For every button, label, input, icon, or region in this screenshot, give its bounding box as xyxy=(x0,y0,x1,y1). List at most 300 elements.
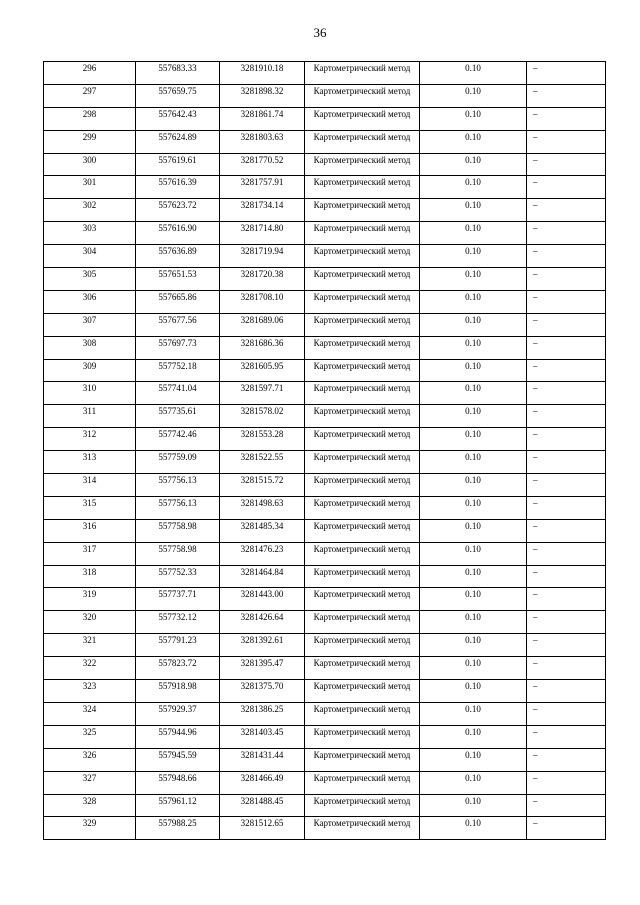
point-number-cell xyxy=(44,680,136,703)
description-cell xyxy=(527,268,606,291)
point-number-cell-text: 296 xyxy=(82,63,97,73)
x-coordinate-cell xyxy=(136,680,220,703)
point-number-cell-text: 310 xyxy=(82,383,97,394)
x-coordinate-cell xyxy=(136,107,220,130)
x-coordinate-cell xyxy=(136,542,220,565)
method-cell xyxy=(305,290,420,313)
description-cell-text: – xyxy=(533,772,538,783)
x-coordinate-cell xyxy=(136,268,220,291)
description-cell xyxy=(527,153,606,176)
description-cell-text: – xyxy=(533,291,538,302)
description-cell xyxy=(527,565,606,588)
x-coordinate-cell-text: 557758.98 xyxy=(158,520,197,531)
x-coordinate-cell xyxy=(136,62,220,85)
method-cell-text: Картометрический метод xyxy=(313,681,411,692)
x-coordinate-cell xyxy=(136,451,220,474)
x-coordinate-cell xyxy=(136,222,220,245)
method-cell-text: Картометрический метод xyxy=(313,383,411,394)
table-row xyxy=(44,428,606,451)
description-cell-text: – xyxy=(533,726,538,737)
table-row xyxy=(44,84,606,107)
table-row xyxy=(44,519,606,542)
y-coordinate-cell xyxy=(220,451,305,474)
y-coordinate-cell-text: 3281578.02 xyxy=(240,406,284,417)
point-number-cell xyxy=(44,62,136,85)
method-cell-text: Картометрический метод xyxy=(313,131,411,142)
y-coordinate-cell xyxy=(220,496,305,519)
point-number-cell xyxy=(44,565,136,588)
accuracy-cell-text: 0.10 xyxy=(465,223,481,234)
point-number-cell-text: 322 xyxy=(82,658,97,669)
method-cell xyxy=(305,474,420,497)
x-coordinate-cell xyxy=(136,245,220,268)
method-cell-text: Картометрический метод xyxy=(313,612,411,623)
method-cell xyxy=(305,496,420,519)
description-cell xyxy=(527,748,606,771)
description-cell xyxy=(527,290,606,313)
description-cell xyxy=(527,634,606,657)
point-number-cell xyxy=(44,245,136,268)
x-coordinate-cell xyxy=(136,817,220,840)
table-row xyxy=(44,107,606,130)
description-cell-text: – xyxy=(533,383,538,394)
method-cell-text: Картометрический метод xyxy=(313,566,411,577)
accuracy-cell-text: 0.10 xyxy=(465,85,481,96)
x-coordinate-cell-text: 557741.04 xyxy=(158,383,197,394)
method-cell-text: Картометрический метод xyxy=(313,85,411,96)
method-cell xyxy=(305,611,420,634)
table-row xyxy=(44,313,606,336)
method-cell xyxy=(305,771,420,794)
y-coordinate-cell-text: 3281485.34 xyxy=(240,520,284,531)
accuracy-cell xyxy=(420,634,527,657)
x-coordinate-cell xyxy=(136,702,220,725)
y-coordinate-cell xyxy=(220,382,305,405)
description-cell-text: – xyxy=(533,154,538,165)
y-coordinate-cell xyxy=(220,519,305,542)
x-coordinate-cell-text: 557651.53 xyxy=(158,269,197,280)
y-coordinate-cell xyxy=(220,176,305,199)
x-coordinate-cell-text: 557636.89 xyxy=(158,246,197,257)
table-row xyxy=(44,62,606,85)
description-cell-text: – xyxy=(533,703,538,714)
x-coordinate-cell-text: 557616.90 xyxy=(158,223,197,234)
description-cell-text: – xyxy=(533,818,538,829)
y-coordinate-cell xyxy=(220,199,305,222)
method-cell-text: Картометрический метод xyxy=(313,658,411,669)
point-number-cell xyxy=(44,496,136,519)
x-coordinate-cell-text: 557619.61 xyxy=(158,154,197,165)
method-cell xyxy=(305,313,420,336)
description-cell-text: – xyxy=(533,314,538,325)
method-cell-text: Картометрический метод xyxy=(313,177,411,188)
method-cell xyxy=(305,542,420,565)
method-cell xyxy=(305,268,420,291)
method-cell-text: Картометрический метод xyxy=(313,154,411,165)
table-row xyxy=(44,130,606,153)
accuracy-cell-text: 0.10 xyxy=(465,612,481,623)
description-cell-text: – xyxy=(533,635,538,646)
accuracy-cell-text: 0.10 xyxy=(465,131,481,142)
table-row xyxy=(44,702,606,725)
accuracy-cell xyxy=(420,565,527,588)
accuracy-cell-text: 0.10 xyxy=(465,795,481,806)
point-number-cell-text: 320 xyxy=(82,612,97,623)
y-coordinate-cell-text: 3281426.64 xyxy=(240,612,284,623)
point-number-cell xyxy=(44,130,136,153)
x-coordinate-cell-text: 557683.33 xyxy=(158,63,197,73)
point-number-cell-text: 325 xyxy=(82,726,97,737)
table-body xyxy=(44,62,606,840)
point-number-cell-text: 299 xyxy=(82,131,97,142)
y-coordinate-cell xyxy=(220,725,305,748)
x-coordinate-cell-text: 557756.13 xyxy=(158,497,197,508)
accuracy-cell-text: 0.10 xyxy=(465,475,481,486)
point-number-cell-text: 298 xyxy=(82,108,97,119)
y-coordinate-cell-text: 3281498.63 xyxy=(240,497,284,508)
point-number-cell-text: 314 xyxy=(82,475,97,486)
y-coordinate-cell xyxy=(220,611,305,634)
accuracy-cell-text: 0.10 xyxy=(465,108,481,119)
y-coordinate-cell xyxy=(220,588,305,611)
y-coordinate-cell xyxy=(220,153,305,176)
accuracy-cell-text: 0.10 xyxy=(465,246,481,257)
x-coordinate-cell xyxy=(136,405,220,428)
accuracy-cell-text: 0.10 xyxy=(465,337,481,348)
description-cell xyxy=(527,176,606,199)
method-cell-text: Картометрический метод xyxy=(313,406,411,417)
table-row xyxy=(44,336,606,359)
accuracy-cell xyxy=(420,336,527,359)
description-cell-text: – xyxy=(533,589,538,600)
x-coordinate-cell xyxy=(136,84,220,107)
description-cell xyxy=(527,382,606,405)
x-coordinate-cell-text: 557624.89 xyxy=(158,131,197,142)
x-coordinate-cell-text: 557948.66 xyxy=(158,772,197,783)
x-coordinate-cell-text: 557988.25 xyxy=(158,818,197,829)
description-cell-text: – xyxy=(533,497,538,508)
point-number-cell-text: 297 xyxy=(82,85,97,96)
method-cell xyxy=(305,519,420,542)
method-cell-text: Картометрический метод xyxy=(313,726,411,737)
description-cell xyxy=(527,199,606,222)
accuracy-cell-text: 0.10 xyxy=(465,566,481,577)
y-coordinate-cell xyxy=(220,565,305,588)
accuracy-cell-text: 0.10 xyxy=(465,703,481,714)
point-number-cell xyxy=(44,176,136,199)
accuracy-cell-text: 0.10 xyxy=(465,154,481,165)
table-row xyxy=(44,153,606,176)
point-number-cell xyxy=(44,542,136,565)
description-cell xyxy=(527,405,606,428)
accuracy-cell xyxy=(420,245,527,268)
description-cell-text: – xyxy=(533,360,538,371)
accuracy-cell xyxy=(420,474,527,497)
accuracy-cell xyxy=(420,657,527,680)
description-cell xyxy=(527,519,606,542)
point-number-cell-text: 307 xyxy=(82,314,97,325)
method-cell xyxy=(305,817,420,840)
description-cell-text: – xyxy=(533,452,538,463)
y-coordinate-cell xyxy=(220,336,305,359)
y-coordinate-cell xyxy=(220,680,305,703)
point-number-cell xyxy=(44,405,136,428)
y-coordinate-cell xyxy=(220,702,305,725)
y-coordinate-cell xyxy=(220,817,305,840)
method-cell-text: Картометрический метод xyxy=(313,337,411,348)
y-coordinate-cell xyxy=(220,84,305,107)
y-coordinate-cell-text: 3281861.74 xyxy=(240,108,284,119)
x-coordinate-cell-text: 557756.13 xyxy=(158,475,197,486)
description-cell xyxy=(527,680,606,703)
x-coordinate-cell-text: 557752.18 xyxy=(158,360,197,371)
point-number-cell-text: 321 xyxy=(82,635,97,646)
table-row xyxy=(44,451,606,474)
description-cell-text: – xyxy=(533,131,538,142)
description-cell-text: – xyxy=(533,108,538,119)
y-coordinate-cell-text: 3281488.45 xyxy=(240,795,284,806)
x-coordinate-cell xyxy=(136,474,220,497)
x-coordinate-cell-text: 557929.37 xyxy=(158,703,197,714)
point-number-cell xyxy=(44,359,136,382)
y-coordinate-cell xyxy=(220,657,305,680)
point-number-cell xyxy=(44,84,136,107)
x-coordinate-cell xyxy=(136,611,220,634)
accuracy-cell-text: 0.10 xyxy=(465,497,481,508)
y-coordinate-cell xyxy=(220,474,305,497)
x-coordinate-cell xyxy=(136,519,220,542)
description-cell-text: – xyxy=(533,658,538,669)
method-cell-text: Картометрический метод xyxy=(313,200,411,211)
y-coordinate-cell-text: 3281522.55 xyxy=(240,452,284,463)
point-number-cell xyxy=(44,268,136,291)
accuracy-cell xyxy=(420,588,527,611)
x-coordinate-cell-text: 557758.98 xyxy=(158,543,197,554)
description-cell-text: – xyxy=(533,200,538,211)
point-number-cell-text: 305 xyxy=(82,269,97,280)
method-cell xyxy=(305,405,420,428)
method-cell xyxy=(305,84,420,107)
x-coordinate-cell xyxy=(136,588,220,611)
point-number-cell-text: 315 xyxy=(82,497,97,508)
method-cell xyxy=(305,565,420,588)
point-number-cell xyxy=(44,657,136,680)
y-coordinate-cell-text: 3281515.72 xyxy=(240,475,284,486)
method-cell-text: Картометрический метод xyxy=(313,520,411,531)
x-coordinate-cell xyxy=(136,725,220,748)
point-number-cell xyxy=(44,771,136,794)
y-coordinate-cell-text: 3281910.18 xyxy=(240,63,284,73)
y-coordinate-cell-text: 3281443.00 xyxy=(240,589,284,600)
description-cell-text: – xyxy=(533,63,538,73)
accuracy-cell xyxy=(420,84,527,107)
accuracy-cell xyxy=(420,268,527,291)
description-cell xyxy=(527,702,606,725)
x-coordinate-cell-text: 557659.75 xyxy=(158,85,197,96)
y-coordinate-cell xyxy=(220,359,305,382)
description-cell xyxy=(527,62,606,85)
x-coordinate-cell-text: 557961.12 xyxy=(158,795,197,806)
description-cell xyxy=(527,107,606,130)
description-cell xyxy=(527,336,606,359)
description-cell-text: – xyxy=(533,749,538,760)
accuracy-cell-text: 0.10 xyxy=(465,520,481,531)
table-row xyxy=(44,176,606,199)
y-coordinate-cell xyxy=(220,405,305,428)
table-row xyxy=(44,268,606,291)
x-coordinate-cell-text: 557735.61 xyxy=(158,406,197,417)
y-coordinate-cell xyxy=(220,107,305,130)
method-cell xyxy=(305,657,420,680)
description-cell xyxy=(527,794,606,817)
point-number-cell-text: 303 xyxy=(82,223,97,234)
description-cell xyxy=(527,496,606,519)
x-coordinate-cell xyxy=(136,657,220,680)
y-coordinate-cell-text: 3281431.44 xyxy=(240,749,284,760)
description-cell-text: – xyxy=(533,177,538,188)
description-cell-text: – xyxy=(533,269,538,280)
description-cell-text: – xyxy=(533,337,538,348)
x-coordinate-cell xyxy=(136,634,220,657)
description-cell xyxy=(527,588,606,611)
accuracy-cell-text: 0.10 xyxy=(465,772,481,783)
point-number-cell xyxy=(44,107,136,130)
method-cell-text: Картометрический метод xyxy=(313,360,411,371)
method-cell xyxy=(305,680,420,703)
table-row xyxy=(44,245,606,268)
y-coordinate-cell-text: 3281770.52 xyxy=(240,154,284,165)
table-row xyxy=(44,794,606,817)
point-number-cell-text: 319 xyxy=(82,589,97,600)
accuracy-cell xyxy=(420,176,527,199)
x-coordinate-cell-text: 557665.86 xyxy=(158,291,197,302)
description-cell xyxy=(527,428,606,451)
y-coordinate-cell xyxy=(220,794,305,817)
y-coordinate-cell xyxy=(220,268,305,291)
accuracy-cell-text: 0.10 xyxy=(465,177,481,188)
coordinates-table xyxy=(43,61,606,840)
accuracy-cell-text: 0.10 xyxy=(465,681,481,692)
table-row xyxy=(44,199,606,222)
accuracy-cell xyxy=(420,382,527,405)
point-number-cell-text: 317 xyxy=(82,543,97,554)
method-cell xyxy=(305,359,420,382)
y-coordinate-cell-text: 3281464.84 xyxy=(240,566,284,577)
method-cell-text: Картометрический метод xyxy=(313,475,411,486)
description-cell xyxy=(527,359,606,382)
accuracy-cell-text: 0.10 xyxy=(465,63,481,73)
page-number: 36 xyxy=(313,25,327,40)
x-coordinate-cell-text: 557616.39 xyxy=(158,177,197,188)
x-coordinate-cell xyxy=(136,199,220,222)
point-number-cell-text: 301 xyxy=(82,177,97,188)
description-cell-text: – xyxy=(533,543,538,554)
x-coordinate-cell-text: 557945.59 xyxy=(158,749,197,760)
method-cell-text: Картометрический метод xyxy=(313,269,411,280)
y-coordinate-cell xyxy=(220,313,305,336)
accuracy-cell-text: 0.10 xyxy=(465,200,481,211)
accuracy-cell xyxy=(420,199,527,222)
point-number-cell xyxy=(44,313,136,336)
description-cell-text: – xyxy=(533,475,538,486)
y-coordinate-cell-text: 3281708.10 xyxy=(240,291,284,302)
description-cell-text: – xyxy=(533,795,538,806)
accuracy-cell-text: 0.10 xyxy=(465,360,481,371)
x-coordinate-cell xyxy=(136,496,220,519)
method-cell-text: Картометрический метод xyxy=(313,452,411,463)
x-coordinate-cell xyxy=(136,359,220,382)
point-number-cell xyxy=(44,382,136,405)
x-coordinate-cell xyxy=(136,428,220,451)
accuracy-cell xyxy=(420,153,527,176)
description-cell-text: – xyxy=(533,429,538,440)
point-number-cell-text: 313 xyxy=(82,452,97,463)
method-cell-text: Картометрический метод xyxy=(313,543,411,554)
point-number-cell-text: 328 xyxy=(82,795,97,806)
description-cell-text: – xyxy=(533,681,538,692)
table-row xyxy=(44,680,606,703)
table-row xyxy=(44,359,606,382)
y-coordinate-cell-text: 3281597.71 xyxy=(240,383,284,394)
y-coordinate-cell-text: 3281689.06 xyxy=(240,314,284,325)
point-number-cell xyxy=(44,222,136,245)
point-number-cell xyxy=(44,474,136,497)
point-number-cell-text: 302 xyxy=(82,200,97,211)
point-number-cell-text: 308 xyxy=(82,337,97,348)
table-row xyxy=(44,748,606,771)
description-cell xyxy=(527,657,606,680)
point-number-cell xyxy=(44,336,136,359)
x-coordinate-cell-text: 557944.96 xyxy=(158,726,197,737)
accuracy-cell-text: 0.10 xyxy=(465,543,481,554)
description-cell xyxy=(527,817,606,840)
method-cell-text: Картометрический метод xyxy=(313,223,411,234)
x-coordinate-cell-text: 557737.71 xyxy=(158,589,197,600)
y-coordinate-cell-text: 3281720.38 xyxy=(240,269,284,280)
x-coordinate-cell-text: 557791.23 xyxy=(158,635,197,646)
x-coordinate-cell xyxy=(136,313,220,336)
description-cell xyxy=(527,313,606,336)
accuracy-cell xyxy=(420,771,527,794)
description-cell xyxy=(527,725,606,748)
y-coordinate-cell xyxy=(220,222,305,245)
table-row xyxy=(44,382,606,405)
description-cell-text: – xyxy=(533,246,538,257)
y-coordinate-cell xyxy=(220,748,305,771)
table-row xyxy=(44,771,606,794)
point-number-cell xyxy=(44,153,136,176)
accuracy-cell-text: 0.10 xyxy=(465,726,481,737)
x-coordinate-cell-text: 557697.73 xyxy=(158,337,197,348)
method-cell xyxy=(305,794,420,817)
accuracy-cell-text: 0.10 xyxy=(465,269,481,280)
method-cell xyxy=(305,451,420,474)
y-coordinate-cell-text: 3281512.65 xyxy=(240,818,284,829)
table-row xyxy=(44,474,606,497)
description-cell xyxy=(527,84,606,107)
method-cell xyxy=(305,748,420,771)
method-cell xyxy=(305,725,420,748)
method-cell-text: Картометрический метод xyxy=(313,246,411,257)
accuracy-cell xyxy=(420,725,527,748)
y-coordinate-cell-text: 3281605.95 xyxy=(240,360,284,371)
y-coordinate-cell-text: 3281719.94 xyxy=(240,246,284,257)
point-number-cell xyxy=(44,634,136,657)
point-number-cell xyxy=(44,611,136,634)
point-number-cell xyxy=(44,702,136,725)
y-coordinate-cell-text: 3281466.49 xyxy=(240,772,284,783)
table-row xyxy=(44,588,606,611)
